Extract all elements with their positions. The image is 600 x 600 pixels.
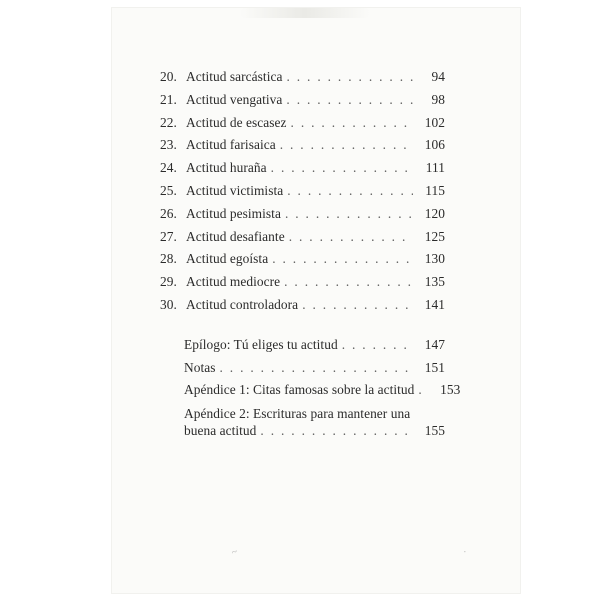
entry-page: 111 (425, 160, 445, 176)
entry-page: 115 (425, 182, 445, 198)
dot-leader (289, 226, 413, 249)
dot-leader (285, 203, 413, 226)
entry-number: 23. (160, 137, 177, 153)
toc-entry-29 (160, 271, 445, 294)
toc-entry-26 (160, 203, 445, 226)
scan-speck: · (462, 546, 468, 559)
toc-entry-22 (160, 112, 445, 135)
toc-entry-21 (160, 89, 445, 112)
entry-page: 98 (431, 91, 445, 107)
table-of-contents (160, 66, 461, 442)
toc-entry-apendice-2 (160, 402, 445, 442)
entry-page: 125 (424, 228, 445, 244)
entry-number: 26. (160, 205, 177, 221)
toc-entry-apendice-1 (160, 379, 461, 402)
entry-page: 94 (431, 69, 445, 84)
entry-title: Actitud mediocre (186, 274, 281, 290)
dot-leader (271, 157, 413, 180)
entry-title: Actitud vengativa (186, 91, 283, 107)
entry-number: 28. (160, 251, 177, 267)
entry-number: 29. (160, 274, 177, 290)
entry-title: Epílogo: Tú eliges tu actitud (184, 336, 338, 352)
dot-leader (272, 248, 413, 271)
entry-title: Actitud victimista (186, 182, 284, 198)
entry-title: Actitud desafiante (186, 228, 285, 244)
entry-title-line1: Apéndice 2: Escrituras para mantener una (184, 406, 411, 422)
entry-page: 102 (424, 114, 445, 130)
entry-page: 120 (424, 205, 445, 221)
entry-title: Actitud de escasez (186, 114, 287, 130)
toc-entry-27 (160, 226, 445, 249)
entry-page: 153 (440, 382, 461, 398)
toc-entry-30 (160, 294, 445, 317)
entry-number: 22. (160, 114, 177, 130)
entry-number: 27. (160, 228, 177, 244)
dot-leader (280, 134, 413, 157)
dot-leader (286, 89, 413, 112)
dot-leader (287, 180, 413, 203)
dot-leader (342, 334, 413, 357)
dot-leader (260, 422, 413, 439)
dot-leader (286, 66, 413, 89)
entry-page: 135 (424, 274, 445, 290)
entry-title: Actitud pesimista (186, 205, 281, 221)
toc-entry-notas (160, 357, 445, 380)
entry-number: 30. (160, 296, 177, 312)
entry-title: Actitud sarcástica (186, 69, 283, 84)
entry-title-line2-row (184, 422, 445, 439)
entry-page: 147 (424, 336, 445, 352)
toc-entry-23 (160, 134, 445, 157)
entry-number: 20. (160, 69, 177, 84)
dot-leader (220, 357, 414, 380)
entry-page: 151 (424, 359, 445, 375)
scan-smudge (240, 8, 370, 18)
entry-number: 25. (160, 182, 177, 198)
entry-page: 106 (424, 137, 445, 153)
toc-entry-24 (160, 157, 445, 180)
section-gap (160, 317, 445, 334)
dot-leader (291, 112, 413, 135)
toc-entry-20 (160, 66, 445, 89)
entry-title: Notas (184, 359, 216, 375)
dot-leader (302, 294, 413, 317)
scan-speck: ~ (230, 546, 239, 559)
entry-number: 24. (160, 160, 177, 176)
toc-entry-25 (160, 180, 445, 203)
entry-page: 130 (424, 251, 445, 267)
entry-page: 141 (424, 296, 445, 312)
entry-title: Apéndice 1: Citas famosas sobre la actitud (184, 382, 415, 398)
dot-leader (284, 271, 413, 294)
entry-title: Actitud farisaica (186, 137, 276, 153)
entry-title: Actitud huraña (186, 160, 267, 176)
toc-entry-28 (160, 248, 445, 271)
entry-title: Actitud controladora (186, 296, 299, 312)
entry-page: 155 (424, 423, 445, 439)
entry-title-line2: buena actitud (184, 423, 257, 439)
dot-leader (418, 379, 428, 402)
toc-entry-epilogo (160, 334, 445, 357)
entry-title: Actitud egoísta (186, 251, 269, 267)
entry-number: 21. (160, 91, 177, 107)
